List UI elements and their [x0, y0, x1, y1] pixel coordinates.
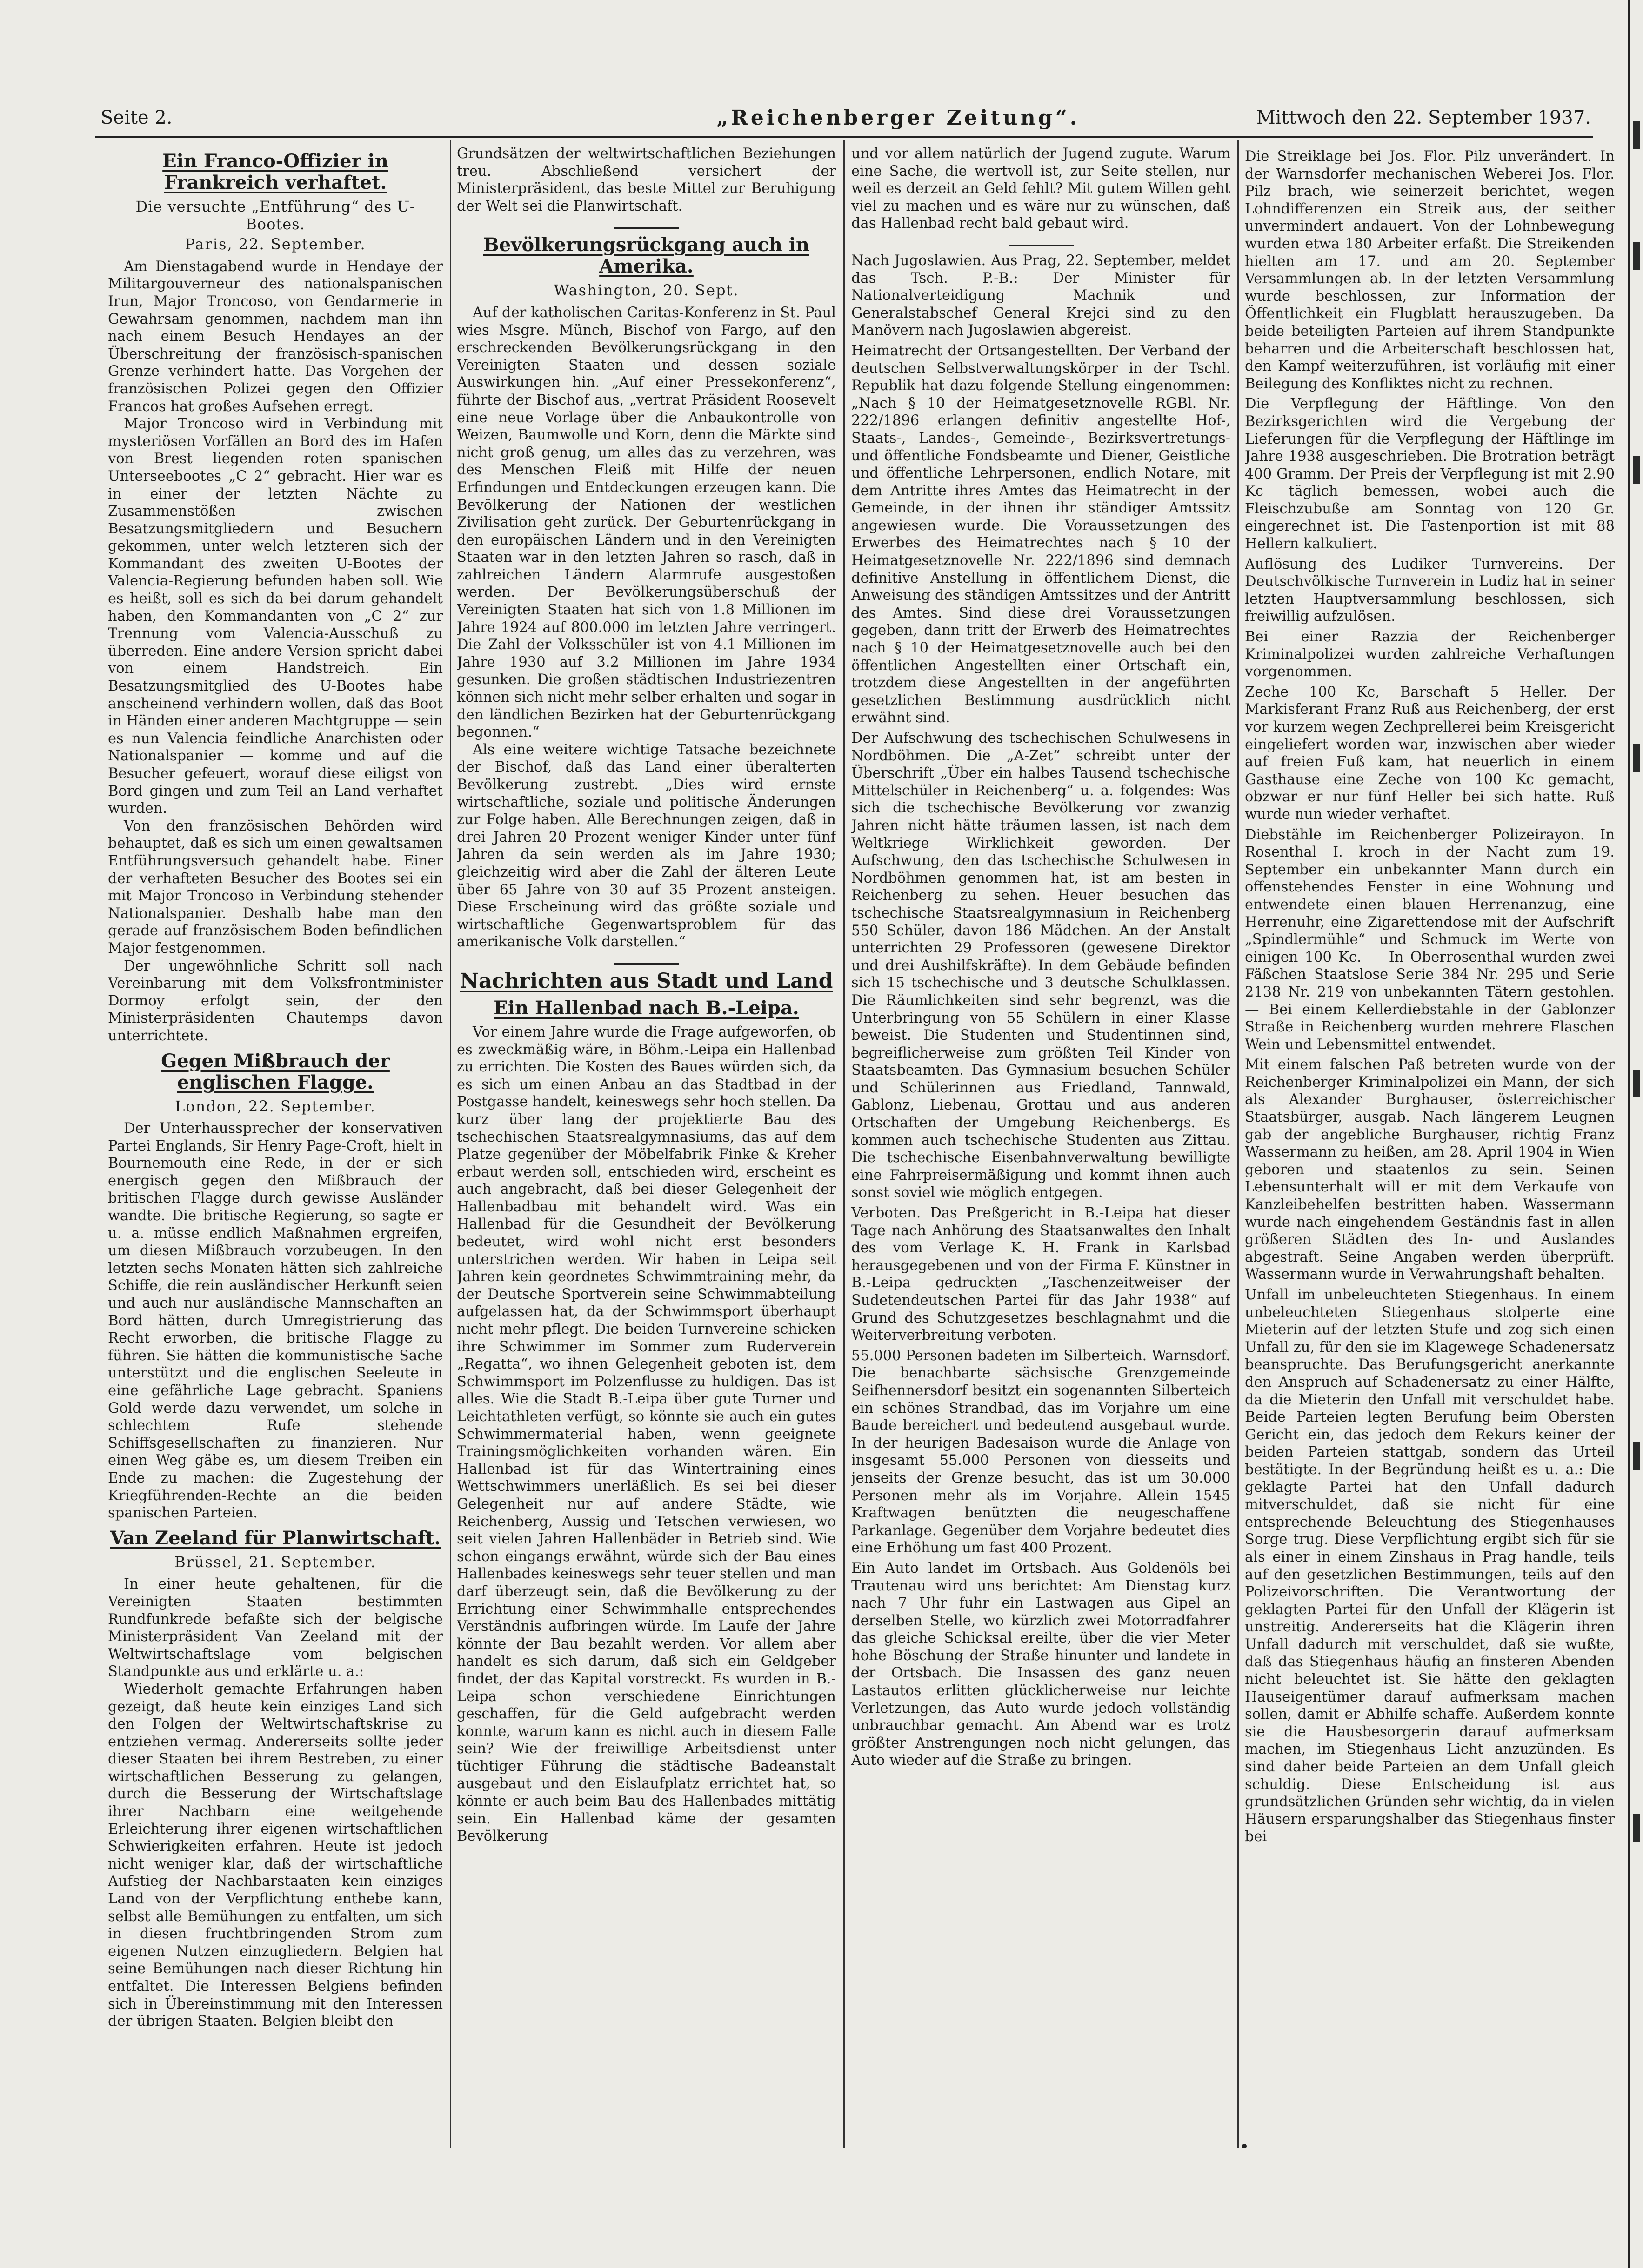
scan-edge: [1628, 0, 1643, 2268]
news-item: Heimatrecht der Ortsangestellten. Der Verband der deutschen Selbstverwaltungskörper in der Tschl. Republik hat dazu folgende Stellung eingenommen: „Nach § 10 der Heimatgesetznovelle RGBl. Nr. 222/1896 erlangen definitiv angestellte Hof-, Staats-, Landes-, Gemeinde-, Bezirksvertretungs- und öffentliche Fondsbeamte und Diener, Geistliche und öffentliche Lehrpersonen, endlich Notare, mit dem Antritte ihres Amtes das Heimatrecht in der Gemeinde, in der ihnen ihr ständiger Amtssitz angewiesen wurde. Die Voraussetzungen des Erwerbes des Heimatrechtes nach § 10 der Heimatgesetznovelle Nr. 222/1896 sind demnach definitive Anstellung in öffentlichem Dienst, die Anweisung des ständigen Amtssitzes und der Antritt des Amtes. Sind diese drei Voraussetzungen gegeben, dann tritt der Erwerb des Heimatrechtes nach § 10 der Heimatgesetznovelle auch bei den öffentlichen Angestellten einer Ortschaft ein, trotzdem diese Angestellten in der angeführten gesetzlichen Bestimmung ausdrücklich nicht erwähnt sind.: [851, 342, 1230, 726]
edge-mark: [1633, 242, 1640, 270]
news-item: Verboten. Das Preßgericht in B.-Leipa hat dieser Tage nach Anhörung des Staatsanwaltes den Inhalt des vom Verlage K. H. Frank in Karlsbad herausgegebenen und von der Firma F. Künstner in B.-Leipa gedruckten „Taschenzeitweiser der Sudetendeutschen Partei für das Jahr 1938“ auf Grund des Schutzgesetzes beschlagnahmt und die Weiterverbreitung verboten.: [851, 1205, 1230, 1344]
paragraph: Vor einem Jahre wurde die Frage aufgeworfen, ob es zweckmäßig wäre, in Böhm.-Leipa ein Hallenbad zu errichten. Die Kosten des Baues würden sich, da es sich um einen Anbau an das Stadtbad in der Postgasse handelt, keineswegs sehr hoch stellen. Da kurz über lang der projektierte Bau des tschechischen Staatsrealgymnasiums, das auf dem Platze gegenüber der Möbelfabrik Finke & Kreher erbaut werden soll, entschieden wird, erscheint es auch angebracht, daß bei dieser Gelegenheit der Hallenbadbau mit behandelt wird. Was ein Hallenbad für die Gesundheit der Bevölkerung bedeutet, wird wohl nicht erst besonders unterstrichen werden. Wir haben in Leipa seit Jahren kein geordnetes Schwimmtraining mehr, da der Deutsche Sportverein seine Schwimmabteilung aufgelassen hat, da der Schwimmsport überhaupt nicht mehr pflegt. Die beiden Turnvereine schicken ihre Schwimmer im Sommer zum Ruderverein „Regatta“, wo ihnen Gelegenheit geboten ist, dem Schwimmsport im Polzenflusse zu huldigen. Das ist alles. Wie die Stadt B.-Leipa über gute Turner und Leichtathleten verfügt, so könnte sie auch ein gutes Schwimmermaterial haben, wenn geeignete Trainingsmöglichkeiten vorhanden wären. Ein Hallenbad ist für das Wintertraining eines Wettschwimmers unerläßlich. Es sei bei dieser Gelegenheit nur auf andere Städte, wie Reichenberg, Aussig und Tetschen verwiesen, wo seit vielen Jahren Hallenbäder in Betrieb sind. Wie schon eingangs erwähnt, würde sich der Bau eines Hallenbades keineswegs sehr teuer stellen und man darf überzeugt sein, daß die Bevölkerung zu der Errichtung einer Schwimmhalle entsprechendes Verständnis aufbringen würde. Im Laufe der Jahre könnte der Bau bezahlt werden. Vor allem aber handelt es sich darum, daß sich ein Geldgeber findet, der das Kapital vorstreckt. Es wurden in B.-Leipa schon verschiedene Einrichtungen geschaffen, für die Geld aufgebracht werden konnte, warum kann es nicht auch in diesem Falle sein? Wie der freiwillige Arbeitsdienst unter tüchtiger Führung die städtische Badeanstalt ausgebaut und den Eislaufplatz errichtet hat, so könnte er auch beim Bau des Hallenbades mittätig sein. Ein Hallenbad käme der gesamten Bevölkerung: [457, 1024, 836, 1845]
separator: [614, 227, 679, 229]
news-item: Der Aufschwung des tschechischen Schulwesens in Nordböhmen. Die „A-Zet“ schreibt unter der Überschrift „Über ein halbes Tausend tschechische Mittelschüler in Reichenberg“ u. a. folgendes: Was sich die tschechische Bevölkerung vor zwanzig Jahren nicht hätte träumen lassen, ist nach dem Weltkriege Wirklichkeit geworden. Der Aufschwung, den das tschechische Schulwesen in Nordböhmen genommen hat, ist am besten in Reichenberg zu sehen. Heuer besuchen das tschechische Staatsrealgymnasium in Reichenberg 550 Schüler, davon 186 Mädchen. An der Anstalt unterrichten 29 Professoren (gewesene Direktor und drei Aushilfskräfte). In dem Gebäude befinden sich 15 tschechische und 3 deutsche Schulklassen. Die Räumlichkeiten sind sehr begrenzt, was die Unterbringung von 55 Schülern in einer Klasse beweist. Die Studenten und Studentinnen sind, begreiflicherweise zum größten Teil Kinder von Staatsbeamten. Das Gymnasium besuchen Schüler und Schülerinnen aus Friedland, Tannwald, Gablonz, Liebenau, Grottau und aus anderen Ortschaften der Umgebung Reichenbergs. Es kommen auch tschechische Studenten aus Zittau. Die tschechische Eisenbahnverwaltung bewilligte eine Fahrpreisermäßigung und kommt ihnen auch sonst soviel wie möglich entgegen.: [851, 730, 1230, 1201]
edge-mark: [1633, 1442, 1640, 1470]
paragraph: Wiederholt gemachte Erfahrungen haben gezeigt, daß heute kein einziges Land sich den Folgen der Weltwirtschaftskrise zu entziehen vermag. Andererseits sollte jeder dieser Staaten bei ihrem Bestreben, zu einer wirtschaftlichen Besserung zu gelangen, durch die Besserung der Wirtschaftslage ihrer Nachbarn eine weitgehende Erleichterung ihrer eigenen wirtschaftlichen Schwierigkeiten erfahren. Heute ist jedoch nicht weniger klar, daß der wirtschaftliche Aufstieg der Nachbarstaaten kein einziges Land von der Verpflichtung enthebe kann, selbst alle Bemühungen zu entfalten, um sich in diesen fruchtbringenden Strom zum eigenen Nutzen einzugliedern. Belgien hat seine Bemühungen nach dieser Richtung hin entfaltet. Die Interessen Belgiens befinden sich in Übereinstimmung mit den Interessen der übrigen Staaten. Belgien bleibt den: [108, 1681, 443, 2030]
edge-mark: [1633, 744, 1640, 772]
paragraph: Auf der katholischen Caritas-Konferenz in St. Paul wies Msgre. Münch, Bischof von Fargo, auf den erschreckenden Bevölkerungsrückgang in den Vereinigten Staaten und dessen soziale Auswirkungen hin. „Auf einer Pressekonferenz“, führte der Bischof aus, „vertrat Präsident Roosevelt eine neue Vorlage über die Anbaukontrolle von Weizen, Baumwolle und Korn, denn die Märkte sind nicht groß genug, um alles das zu verzehren, was des Menschen Fleiß mit Hilfe der neuen Erfindungen und Entdeckungen erzeugen kann. Die Bevölkerung der Nationen der westlichen Zivilisation geht zurück. Der Geburtenrückgang in den europäischen Ländern und in den Vereinigten Staaten war in den letzten Jahren so rasch, daß in zahlreichen Ländern Alarmrufe ausgestoßen werden. Der Bevölkerungsüberschuß der Vereinigten Staaten hat sich von 1.8 Millionen im Jahre 1924 auf 800.000 im letzten Jahre verringert. Die Zahl der Volksschüler ist von 4.1 Millionen im Jahre 1930 auf 3.2 Millionen im Jahre 1934 gesunken. Die großen städtischen Industriezentren können sich nicht mehr selber erhalten und sogar in den ländlichen Bezirken hat der Geburtenrückgang begonnen.“: [457, 304, 836, 741]
headline-hallenbad: Ein Hallenbad nach B.-Leipa.: [494, 997, 799, 1019]
dateline: Brüssel, 21. September.: [174, 1553, 376, 1571]
paragraph: Der ungewöhnliche Schritt soll nach Vereinbarung mit dem Volksfrontminister Dormoy erfolgt sein, der den Ministerpräsidenten Chautemps davon unterrichtete.: [108, 958, 443, 1044]
paragraph: und vor allem natürlich der Jugend zugute. Warum eine Sache, die wertvoll ist, zur Seite stellen, nur weil es derzeit an Geld fehlt? Mit gutem Willen geht viel zu machen und es wäre nur zu wünschen, daß das Hallenbad recht bald gebaut wird.: [851, 146, 1230, 232]
news-item: Mit einem falschen Paß betreten wurde von der Reichenberger Kriminalpolizei ein Mann, der sich als Alexander Burghauser, österreichischer Staatsbürger, ausgab. Nach längerem Leugnen gab der angebliche Burghauser, richtig Franz Wassermann zu heißen, am 28. April 1904 in Wien geboren und staatenlos zu sein. Seinen Lebensunterhalt will er mit dem Verkaufe von Kanzleibehelfen bestritten haben. Wassermann wurde nach eingehendem Geständnis fast in allen größeren Städten des In- und Auslandes abgestraft. Seine Angaben werden überprüft. Wassermann wurde in Verwahrungshaft behalten.: [1245, 1057, 1615, 1283]
paragraph: Am Dienstagabend wurde in Hendaye der Militargouverneur des nationalspanischen Irun, Major Troncoso, von Gendarmerie in Gewahrsam genommen, nachdem man ihn nach einem Besuch Hendayes an der Überschreitung der französisch-spanischen Grenze verhindert hatte. Das Vorgehen der französischen Polizei gegen den Offizier Francos hat großes Aufsehen erregt.: [108, 258, 443, 415]
column-divider: [450, 140, 451, 2148]
end-mark: [1242, 2144, 1247, 2148]
newspaper-title: „Reichenberger Zeitung“.: [716, 106, 1080, 130]
news-item: Ein Auto landet im Ortsbach. Aus Goldenöls bei Trautenau wird uns berichtet: Am Dienstag kurz nach 7 Uhr fuhr ein Lastwagen aus Gipel an derselben Stelle, wo kürzlich zwei Motorradfahrer das gleiche Schicksal ereilte, über die vier Meter hohe Böschung der Straße hinunter und landete in der Ortsbach. Die Insassen des ganz neuen Lastautos erlitten glücklicherweise nur leichte Verletzungen, das Auto wurde jedoch vollständig unbrauchbar gemacht. Am Abend war es trotz größter Anstrengungen noch nicht gelungen, das Auto wieder auf die Straße zu bringen.: [851, 1560, 1230, 1769]
separator: [614, 963, 679, 965]
edge-mark: [1633, 121, 1640, 149]
paragraph: Major Troncoso wird in Verbindung mit mysteriösen Vorfällen an Bord des im Hafen von Brest liegenden roten spanischen Unterseebootes „C 2“ gebracht. Hier war es in einer der letzten Nächte zu Zusammenstößen zwischen Besatzungsmitgliedern und Besuchern gekommen, unter welch letzteren sich der Kommandant des zweiten U-Bootes der Valencia-Regierung befunden haben soll. Wie es heißt, soll es sich da bei darum gehandelt haben, den Kommandanten von „C 2“ zur Trennung vom Valencia-Ausschuß zu überreden. Eine andere Version spricht dabei von einem Handstreich. Ein Besatzungsmitglied des U-Bootes habe anscheinend verhindern wollen, daß das Boot in Händen einer anderen Machtgruppe — sein es nun Valencia feindliche Anarchisten oder Nationalspanier — komme und auf die Besucher gefeuert, worauf diese eiligst von Bord gingen und zum Teil an Land verhaftet wurden.: [108, 416, 443, 817]
dateline: London, 22. September.: [175, 1097, 376, 1115]
paragraph: Von den französischen Behörden wird behauptet, daß es sich um einen gewaltsamen Entführungsversuch gehandelt habe. Einer der verhafteten Besucher des Bootes sei ein mit Major Troncoso in Verbindung stehender Nationalspanier. Deshalb habe man den gerade auf französischem Boden befindlichen Major festgenommen.: [108, 818, 443, 957]
news-item: Diebstähle im Reichenberger Polizeirayon. In Rosenthal I. kroch in der Nacht zum 19. September ein unbekannter Mann durch ein offenstehendes Fenster in eine Wohnung und entwendete einen blauen Herrenanzug, eine Herrenuhr, eine Zigarettendose mit der Aufschrift „Spindlermühle“ und Schmuck im Werte von einigen 100 Kc. — In Oberrosenthal wurden zwei Fäßchen Staatslose Serie 384 Nr. 295 und Serie 2138 Nr. 219 von unbekannten Tätern gestohlen. — Bei einem Kellerdiebstahle in der Gablonzer Straße in Reichenberg wurden mehrere Flaschen Wein und Lebensmittel entwendet.: [1245, 826, 1615, 1053]
paragraph: Der Unterhaussprecher der konservativen Partei Englands, Sir Henry Page-Croft, hielt in Bournemouth eine Rede, in der er sich energisch gegen den Mißbrauch der britischen Flagge durch gewisse Ausländer wandte. Die britische Regierung, so sagte er u. a. müsse endlich Maßnahmen ergreifen, um diesen Mißbrauch vorzubeugen. In den letzten sechs Monaten hätten sich zahlreiche Schiffe, die rein ausländischer Herkunft seien und auch nur ausländische Mannschaften an Bord hätten, durch Umregistrierung das Recht erworben, die britische Flagge zu führen. Sie hätten die kommunistische Sache unterstützt und die englischen Seeleute in eine gefährliche Lage gebracht. Spaniens Gold werde dazu verwendet, um solche in schlechtem Rufe stehende Schiffsgesellschaften zu finanzieren. Nur einen Weg gäbe es, um diesem Treiben ein Ende zu machen: die Zugestehung der Kriegführenden-Rechte an die beiden spanischen Parteien.: [108, 1120, 443, 1522]
edge-mark: [1633, 456, 1640, 484]
paragraph: In einer heute gehaltenen, für die Vereinigten Staaten bestimmten Rundfunkrede befaßte sich der belgische Ministerpräsident Van Zeeland mit der Weltwirtschaftslage vom belgischen Standpunkte aus und erklärte u. a.:: [108, 1576, 443, 1680]
section-heading-local-news: Nachrichten aus Stadt und Land: [460, 969, 833, 993]
headline-population-america: Bevölkerungsrückgang auch in Amerika.: [483, 234, 809, 278]
page-header: [93, 103, 1591, 131]
page-number: Seite 2.: [100, 107, 173, 128]
column-4: [1245, 145, 1615, 2145]
header-rule: [95, 136, 1593, 138]
paragraph: Grundsätzen der weltwirtschaftlichen Beziehungen treu. Abschließend versichert der Ministerpräsident, das beste Mittel zur Beruhigung der Welt sei die Planwirtschaft.: [457, 146, 836, 214]
column-divider: [1237, 140, 1239, 2148]
issue-date: Mittwoch den 22. September 1937.: [1256, 107, 1591, 128]
news-item: Auflösung des Ludiker Turnvereins. Der Deutschvölkische Turnverein in Ludiz hat in seiner letzten Hauptversammlung beschlossen, sich freiwillig aufzulösen.: [1245, 556, 1615, 625]
subheadline: Die versuchte „Entführung“ des U-Bootes.: [135, 198, 415, 233]
column-1: [108, 145, 443, 2145]
news-item: Bei einer Razzia der Reichenberger Kriminalpolizei wurden zahlreiche Verhaftungen vorgenommen.: [1245, 629, 1615, 680]
news-item: Nach Jugoslawien. Aus Prag, 22. September, meldet das Tsch. P.-B.: Der Minister für Nationalverteidigung Machnik und Generalstabschef General Krejci sind zu den Manövern nach Jugoslawien abgereist.: [851, 252, 1230, 339]
edge-mark: [1633, 1814, 1640, 1842]
news-item: Unfall im unbeleuchteten Stiegenhaus. In einem unbeleuchteten Stiegenhaus stolperte eine Mieterin auf der letzten Stufe und zog sich einen Unfall zu, für den sie im Klagewege Schadenersatz beanspruchte. Das Berufungsgericht anerkannte den Anspruch auf Schadenersatz zu einer Hälfte, da die Mieterin den Unfall mit verschuldet habe. Beide Parteien legten Berufung beim Obersten Gericht ein, das jedoch dem Rekurs keiner der beiden Parteien stattgab, sondern das Urteil bestätigte. In der Begründung heißt es u. a.: Die geklagte Partei hat den Unfall dadurch mitverschuldet, daß sie nicht für eine entsprechende Beleuchtung des Stiegenhauses Sorge trug. Diese Verpflichtung ergibt sich für sie als einer in einem Zinshaus in Prag handle, teils auf den gesetzlichen Bestimmungen, teils auf den Polizeivorschriften. Die Verantwortung der geklagten Partei für den Unfall der Klägerin ist unstreitig. Andererseits hat die Klägerin ihren Unfall dadurch mit verschuldet, daß sie wußte, daß das Stiegenhaus häufig an finsteren Abenden nicht beleuchtet ist. Sie hätte den geklagten Hauseigentümer darauf aufmerksam machen sollen, damit er Abhilfe schaffe. Außerdem konnte sie die Hausbesorgerin darauf aufmerksam machen, im Stiegenhaus Licht anzuzünden. Es sind daher beide Parteien an dem Unfall gleich schuldig. Diese Entscheidung ist aus grundsätzlichen Gründen sehr wichtig, da in vielen Häusern ersparungshalber das Stiegenhaus finster bei: [1245, 1287, 1615, 1845]
dateline: Washington, 20. Sept.: [554, 281, 739, 299]
headline-van-zeeland: Van Zeeland für Planwirtschaft.: [110, 1527, 441, 1549]
news-item: Zeche 100 Kc, Barschaft 5 Heller. Der Markisferant Franz Ruß aus Reichenberg, der erst vor kurzem wegen Zechprellerei beim Kreisgericht eingeliefert worden war, inzwischen aber wieder auf freien Fuß kam, hat neuerlich in einem Gasthause eine Zeche von 100 Kc gemacht, obzwar er nur fünf Heller bei sich hatte. Ruß wurde nun wieder verhaftet.: [1245, 684, 1615, 823]
headline-flag-misuse: Gegen Mißbrauch der englischen Flagge.: [161, 1050, 390, 1093]
column-3: [851, 145, 1230, 2145]
news-item: 55.000 Personen badeten im Silberteich. Warnsdorf. Die benachbarte sächsische Grenzgemeinde Seifhennersdorf besitzt ein sogenannten Silberteich ein schönes Strandbad, das im Vorjahre um eine Baude bereichert und bedeutend ausgebaut wurde. In der heurigen Badesaison wurde die Anlage von insgesamt 55.000 Personen von diesseits und jenseits der Grenze besucht, das ist um 30.000 Personen mehr als im Vorjahre. Allein 1545 Kraftwagen benützten die neugeschaffene Parkanlage. Gegenüber dem Vorjahre bedeutet dies eine Erhöhung um fast 400 Prozent.: [851, 1347, 1230, 1556]
separator: [1009, 245, 1074, 246]
news-item: Die Verpflegung der Häftlinge. Von den Bezirksgerichten wird die Vergebung der Lieferungen für die Verpflegung der Häftlinge im Jahre 1938 ausgeschrieben. Die Brotration beträgt 400 Gramm. Der Preis der Verpflegung ist mit 2.90 Kc täglich bemessen, wobei auch die Fleischzubuße am Sonntag von 120 Gr. eingerechnet ist. Die Fastenportion ist mit 88 Hellern kalkuliert.: [1245, 396, 1615, 552]
news-item: Die Streiklage bei Jos. Flor. Pilz unverändert. In der Warnsdorfer mechanischen Weberei Jos. Flor. Pilz brach, wie seinerzeit berichtet, wegen Lohndifferenzen ein Streik aus, der seither unvermindert andauert. Von der Lohnbewegung wurden etwa 180 Arbeiter erfaßt. Die Streikenden hielten am 17. und am 20. September Versammlungen ab. In der letzten Versammlung wurde beschlossen, zur Information der Öffentlichkeit ein Flugblatt herauszugeben. Da beide beteiligten Parteien auf ihrem Standpunkte beharren und die Arbeiterschaft beschlossen hat, den Kampf weiterzuführen, ist vorläufig mit einer Beilegung des Konfliktes nicht zu rechnen.: [1245, 148, 1615, 392]
headline-franco-officer: Ein Franco-Offizier in Frankreich verhaftet.: [162, 150, 388, 193]
dateline: Paris, 22. September.: [185, 235, 366, 253]
edge-mark: [1633, 1070, 1640, 1097]
column-2: [457, 145, 836, 2145]
paragraph: Als eine weitere wichtige Tatsache bezeichnete der Bischof, daß das Land einer überalterten Bevölkerung zustrebt. „Dies wird ernste wirtschaftliche, soziale und politische Änderungen zur Folge haben. Alle Berechnungen zeigen, daß in drei Jahren 20 Prozent weniger Kinder unter fünf Jahren da sein werden als im Jahre 1930; gleichzeitig wird aber die Zahl der älteren Leute über 65 Jahre von 30 auf 35 Prozent ansteigen. Diese Erscheinung wird das größte soziale und wirtschaftliche Gegenwartsproblem für das amerikanische Volk darstellen.“: [457, 741, 836, 951]
column-divider: [843, 140, 845, 2148]
